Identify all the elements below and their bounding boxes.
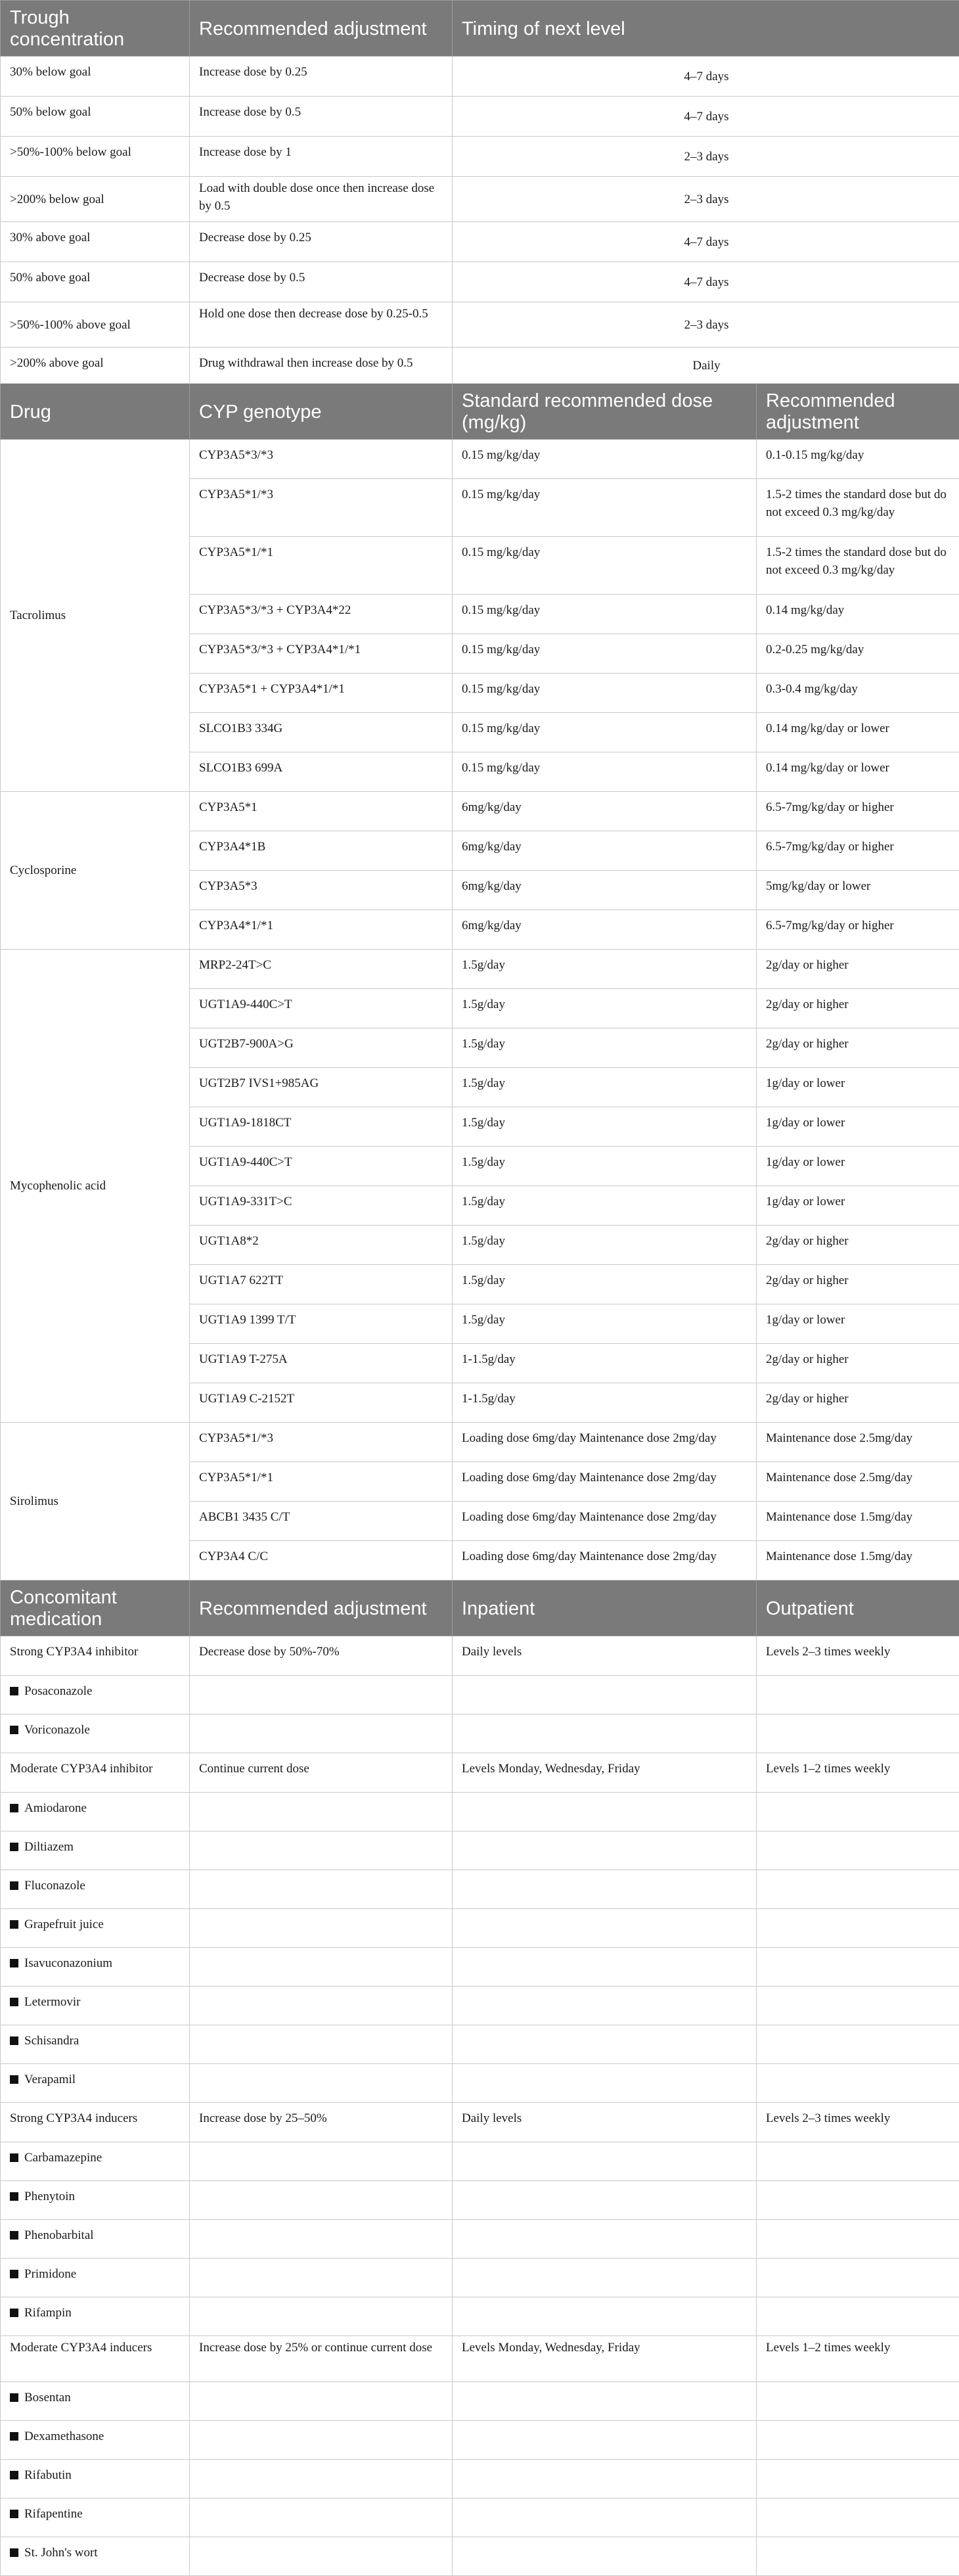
drug-name: Cyclosporine — [1, 792, 190, 950]
standard-dose: 1.5g/day — [453, 1068, 757, 1107]
cyp-genotype: UGT1A9-1818CT — [190, 1107, 453, 1147]
drug-name: Mycophenolic acid — [1, 950, 190, 1423]
medication-category: Strong CYP3A4 inducers — [1, 2103, 190, 2142]
empty-cell — [453, 2537, 757, 2576]
recommended-adjustment: Hold one dose then decrease dose by 0.25-0.5 — [190, 302, 453, 348]
medication-item — [1, 1987, 190, 2025]
standard-dose: 1.5g/day — [453, 1304, 757, 1344]
medication-category-row — [1, 2103, 959, 2142]
cyp-genotype: UGT1A9 C-2152T — [190, 1383, 453, 1423]
inpatient-monitoring: Levels Monday, Wednesday, Friday — [453, 1753, 757, 1793]
empty-cell — [190, 1793, 453, 1831]
genotype-adjustment: 1.5-2 times the standard dose but do not exceed 0.3 mg/kg/day — [757, 479, 959, 537]
medication-item-row — [1, 1987, 959, 2025]
standard-dose: 6mg/kg/day — [453, 792, 757, 831]
cyp-genotype: UGT2B7 IVS1+985AG — [190, 1068, 453, 1107]
column-header: Standard recommended dose (mg/kg) — [453, 384, 757, 440]
empty-cell — [757, 2259, 959, 2297]
genotype-adjustment: 0.3-0.4 mg/kg/day — [757, 674, 959, 713]
empty-cell — [453, 1948, 757, 1987]
timing-next-level: Daily — [453, 348, 959, 384]
genotype-adjustment: 6.5-7mg/kg/day or higher — [757, 910, 959, 950]
column-header: CYP genotype — [190, 384, 453, 440]
outpatient-monitoring: Levels 1–2 times weekly — [757, 2336, 959, 2382]
bullet-square-icon — [10, 1998, 18, 2006]
medication-item-row — [1, 2181, 959, 2220]
medication-name: Rifabutin — [24, 2468, 72, 2482]
genotype-adjustment: 0.14 mg/kg/day — [757, 595, 959, 634]
empty-cell — [757, 2460, 959, 2498]
cyp-genotype: UGT1A9 1399 T/T — [190, 1304, 453, 1344]
genotype-adjustment: 6.5-7mg/kg/day or higher — [757, 831, 959, 871]
trough-concentration: 30% below goal — [1, 57, 190, 97]
medication-item — [1, 2064, 190, 2103]
empty-cell — [190, 2460, 453, 2498]
bullet-square-icon — [10, 1843, 18, 1851]
empty-cell — [453, 1676, 757, 1714]
empty-cell — [757, 2421, 959, 2460]
medication-category: Moderate CYP3A4 inducers — [1, 2336, 190, 2382]
column-header: Timing of next level — [453, 1, 959, 57]
medication-item — [1, 2181, 190, 2220]
medication-item — [1, 1676, 190, 1714]
genotype-adjustment: 1.5-2 times the standard dose but do not exceed 0.3 mg/kg/day — [757, 537, 959, 595]
genotype-adjustment: 0.1-0.15 mg/kg/day — [757, 440, 959, 479]
medication-item-row — [1, 2259, 959, 2297]
empty-cell — [757, 1870, 959, 1909]
trough-concentration: 50% below goal — [1, 97, 190, 137]
empty-cell — [453, 2498, 757, 2537]
cyp-genotype: UGT1A9-331T>C — [190, 1186, 453, 1226]
table1-row — [1, 97, 959, 137]
standard-dose: 1.5g/day — [453, 1186, 757, 1226]
recommended-adjustment: Drug withdrawal then increase dose by 0.5 — [190, 348, 453, 384]
genotype-adjustment: 1g/day or lower — [757, 1107, 959, 1147]
medication-item — [1, 1831, 190, 1870]
medication-item-row — [1, 1948, 959, 1987]
medication-name: Diltiazem — [24, 1840, 74, 1854]
timing-next-level: 4–7 days — [453, 222, 959, 262]
table2-row — [1, 1423, 959, 1462]
medication-name: Fluconazole — [24, 1879, 85, 1893]
standard-dose: 0.15 mg/kg/day — [453, 713, 757, 752]
standard-dose: 0.15 mg/kg/day — [453, 440, 757, 479]
medication-category-row — [1, 1753, 959, 1793]
genotype-adjustment: 1g/day or lower — [757, 1186, 959, 1226]
table2-header-row — [1, 384, 959, 440]
cyp-genotype: MRP2-24T>C — [190, 950, 453, 989]
standard-dose: 6mg/kg/day — [453, 831, 757, 871]
cyp-genotype: CYP3A5*3 — [190, 871, 453, 910]
trough-concentration: 30% above goal — [1, 222, 190, 262]
outpatient-monitoring: Levels 2–3 times weekly — [757, 2103, 959, 2142]
table1-row — [1, 177, 959, 222]
medication-name: Grapefruit juice — [24, 1918, 104, 1931]
column-header: Concomitant medication — [1, 1580, 190, 1636]
timing-next-level: 4–7 days — [453, 57, 959, 97]
bullet-square-icon — [10, 2309, 18, 2317]
medication-item-row — [1, 2537, 959, 2576]
table1-header-row — [1, 1, 959, 57]
standard-dose: 1-1.5g/day — [453, 1383, 757, 1423]
recommended-adjustment: Decrease dose by 0.25 — [190, 222, 453, 262]
empty-cell — [453, 1909, 757, 1948]
cyp-genotype: CYP3A5*1/*1 — [190, 537, 453, 595]
empty-cell — [757, 2142, 959, 2181]
table-body — [1, 1, 959, 2576]
cyp-genotype: CYP3A5*1/*1 — [190, 1462, 453, 1502]
bullet-square-icon — [10, 2471, 18, 2479]
timing-next-level: 2–3 days — [453, 177, 959, 222]
medication-item — [1, 1870, 190, 1909]
table3-header-row — [1, 1580, 959, 1636]
medication-item — [1, 1714, 190, 1753]
drug-name: Tacrolimus — [1, 440, 190, 792]
cyp-genotype: UGT1A9-440C>T — [190, 1147, 453, 1186]
cyp-genotype: ABCB1 3435 C/T — [190, 1502, 453, 1541]
category-adjustment: Continue current dose — [190, 1753, 453, 1793]
empty-cell — [190, 2537, 453, 2576]
standard-dose: Loading dose 6mg/day Maintenance dose 2mg/day — [453, 1541, 757, 1580]
empty-cell — [757, 2537, 959, 2576]
medication-name: Rifampin — [24, 2306, 72, 2320]
empty-cell — [453, 2142, 757, 2181]
empty-cell — [190, 2064, 453, 2103]
empty-cell — [453, 2460, 757, 2498]
column-header: Recommended adjustment — [757, 384, 959, 440]
genotype-adjustment: 0.2-0.25 mg/kg/day — [757, 634, 959, 674]
cyp-genotype: CYP3A5*3/*3 — [190, 440, 453, 479]
standard-dose: 1.5g/day — [453, 1107, 757, 1147]
medication-name: Voriconazole — [24, 1723, 90, 1737]
cyp-genotype: CYP3A5*1 + CYP3A4*1/*1 — [190, 674, 453, 713]
medication-name: St. John's wort — [24, 2546, 98, 2560]
empty-cell — [453, 2297, 757, 2336]
medication-item-row — [1, 2382, 959, 2421]
genotype-adjustment: 2g/day or higher — [757, 989, 959, 1028]
medication-item — [1, 2537, 190, 2576]
medication-category-row — [1, 1636, 959, 1676]
medication-item — [1, 1948, 190, 1987]
medication-item-row — [1, 2142, 959, 2181]
column-header: Trough concentration — [1, 1, 190, 57]
medication-item-row — [1, 1870, 959, 1909]
genotype-adjustment: 2g/day or higher — [757, 1344, 959, 1383]
bullet-square-icon — [10, 1920, 18, 1929]
empty-cell — [757, 2382, 959, 2421]
empty-cell — [757, 2064, 959, 2103]
column-header: Recommended adjustment — [190, 1, 453, 57]
trough-concentration: >50%-100% above goal — [1, 302, 190, 348]
medication-item-row — [1, 2498, 959, 2537]
empty-cell — [757, 2025, 959, 2064]
bullet-square-icon — [10, 2510, 18, 2518]
medication-item-row — [1, 2421, 959, 2460]
bullet-square-icon — [10, 2270, 18, 2278]
genotype-adjustment: Maintenance dose 2.5mg/day — [757, 1423, 959, 1462]
genotype-adjustment: Maintenance dose 1.5mg/day — [757, 1502, 959, 1541]
inpatient-monitoring: Levels Monday, Wednesday, Friday — [453, 2336, 757, 2382]
timing-next-level: 4–7 days — [453, 262, 959, 302]
medication-item — [1, 1909, 190, 1948]
empty-cell — [190, 1909, 453, 1948]
cyp-genotype: UGT1A9-440C>T — [190, 989, 453, 1028]
bullet-square-icon — [10, 2548, 18, 2557]
empty-cell — [757, 1909, 959, 1948]
genotype-adjustment: 2g/day or higher — [757, 1028, 959, 1068]
cyp-genotype: CYP3A5*1/*3 — [190, 479, 453, 537]
cyp-genotype: SLCO1B3 334G — [190, 713, 453, 752]
bullet-square-icon — [10, 1959, 18, 1967]
outpatient-monitoring: Levels 1–2 times weekly — [757, 1753, 959, 1793]
empty-cell — [757, 2220, 959, 2259]
medication-item — [1, 2025, 190, 2064]
genotype-adjustment: 1g/day or lower — [757, 1147, 959, 1186]
cyp-genotype: UGT1A7 622TT — [190, 1265, 453, 1304]
column-header: Recommended adjustment — [190, 1580, 453, 1636]
bullet-square-icon — [10, 1687, 18, 1695]
genotype-adjustment: 0.14 mg/kg/day or lower — [757, 752, 959, 792]
timing-next-level: 4–7 days — [453, 97, 959, 137]
empty-cell — [190, 1676, 453, 1714]
empty-cell — [190, 1948, 453, 1987]
empty-cell — [190, 2259, 453, 2297]
table2-row — [1, 792, 959, 831]
cyp-genotype: CYP3A4*1/*1 — [190, 910, 453, 950]
empty-cell — [190, 2142, 453, 2181]
medication-name: Carbamazepine — [24, 2151, 102, 2165]
standard-dose: 1.5g/day — [453, 989, 757, 1028]
recommended-adjustment: Load with double dose once then increase dose by 0.5 — [190, 177, 453, 222]
table2-row — [1, 950, 959, 989]
empty-cell — [453, 2181, 757, 2220]
empty-cell — [757, 2498, 959, 2537]
medication-item-row — [1, 2025, 959, 2064]
category-adjustment: Increase dose by 25–50% — [190, 2103, 453, 2142]
genotype-adjustment: 5mg/kg/day or lower — [757, 871, 959, 910]
bullet-square-icon — [10, 2231, 18, 2240]
drug-name: Sirolimus — [1, 1423, 190, 1580]
column-header: Outpatient — [757, 1580, 959, 1636]
empty-cell — [453, 2259, 757, 2297]
recommended-adjustment: Increase dose by 1 — [190, 137, 453, 177]
empty-cell — [757, 1987, 959, 2025]
medication-name: Amiodarone — [24, 1801, 87, 1815]
medication-item — [1, 2460, 190, 2498]
cyp-genotype: SLCO1B3 699A — [190, 752, 453, 792]
medication-name: Letermovir — [24, 1995, 80, 2009]
genotype-adjustment: Maintenance dose 1.5mg/day — [757, 1541, 959, 1580]
medication-item — [1, 2297, 190, 2336]
empty-cell — [190, 2025, 453, 2064]
genotype-adjustment: 2g/day or higher — [757, 1226, 959, 1265]
empty-cell — [190, 2220, 453, 2259]
recommended-adjustment: Increase dose by 0.5 — [190, 97, 453, 137]
empty-cell — [190, 1831, 453, 1870]
empty-cell — [453, 1714, 757, 1753]
standard-dose: 1.5g/day — [453, 1147, 757, 1186]
empty-cell — [453, 2220, 757, 2259]
medication-item — [1, 2498, 190, 2537]
empty-cell — [453, 1793, 757, 1831]
standard-dose: 6mg/kg/day — [453, 910, 757, 950]
medication-item — [1, 2421, 190, 2460]
standard-dose: Loading dose 6mg/day Maintenance dose 2mg/day — [453, 1502, 757, 1541]
table1-row — [1, 222, 959, 262]
standard-dose: 0.15 mg/kg/day — [453, 479, 757, 537]
empty-cell — [190, 1714, 453, 1753]
bullet-square-icon — [10, 2075, 18, 2084]
bullet-square-icon — [10, 2432, 18, 2441]
empty-cell — [453, 2421, 757, 2460]
standard-dose: 1.5g/day — [453, 1028, 757, 1068]
column-header: Drug — [1, 384, 190, 440]
column-header: Inpatient — [453, 1580, 757, 1636]
empty-cell — [190, 2421, 453, 2460]
empty-cell — [190, 2181, 453, 2220]
table1-row — [1, 57, 959, 97]
medication-name: Posaconazole — [24, 1684, 92, 1698]
empty-cell — [757, 1948, 959, 1987]
cyp-genotype: CYP3A5*3/*3 + CYP3A4*1/*1 — [190, 634, 453, 674]
bullet-square-icon — [10, 1881, 18, 1890]
recommended-adjustment: Decrease dose by 0.5 — [190, 262, 453, 302]
standard-dose: 1.5g/day — [453, 1265, 757, 1304]
standard-dose: 0.15 mg/kg/day — [453, 674, 757, 713]
standard-dose: 6mg/kg/day — [453, 871, 757, 910]
recommended-adjustment: Increase dose by 0.25 — [190, 57, 453, 97]
trough-concentration: 50% above goal — [1, 262, 190, 302]
bullet-square-icon — [10, 2153, 18, 2162]
standard-dose: 0.15 mg/kg/day — [453, 537, 757, 595]
medication-name: Phenobarbital — [24, 2228, 94, 2242]
outpatient-monitoring: Levels 2–3 times weekly — [757, 1636, 959, 1676]
cyp-genotype: UGT2B7-900A>G — [190, 1028, 453, 1068]
bullet-square-icon — [10, 1804, 18, 1812]
bullet-square-icon — [10, 2036, 18, 2045]
medication-name: Schisandra — [24, 2034, 79, 2048]
cyp-genotype: CYP3A4*1B — [190, 831, 453, 871]
medication-category-row — [1, 2336, 959, 2382]
trough-concentration: >200% below goal — [1, 177, 190, 222]
medication-name: Verapamil — [24, 2073, 76, 2086]
genotype-adjustment: 2g/day or higher — [757, 950, 959, 989]
standard-dose: Loading dose 6mg/day Maintenance dose 2mg/day — [453, 1423, 757, 1462]
empty-cell — [757, 1676, 959, 1714]
inpatient-monitoring: Daily levels — [453, 1636, 757, 1676]
medication-item-row — [1, 1909, 959, 1948]
genotype-adjustment: Maintenance dose 2.5mg/day — [757, 1462, 959, 1502]
table1-row — [1, 302, 959, 348]
medication-item-row — [1, 2460, 959, 2498]
empty-cell — [453, 1987, 757, 2025]
empty-cell — [757, 1793, 959, 1831]
category-adjustment: Increase dose by 25% or continue current dose — [190, 2336, 453, 2382]
medication-category: Strong CYP3A4 inhibitor — [1, 1636, 190, 1676]
medication-item — [1, 1793, 190, 1831]
medication-item-row — [1, 1714, 959, 1753]
trough-concentration: >200% above goal — [1, 348, 190, 384]
medication-item-row — [1, 1793, 959, 1831]
empty-cell — [190, 1987, 453, 2025]
empty-cell — [757, 1831, 959, 1870]
empty-cell — [190, 1870, 453, 1909]
medication-item — [1, 2382, 190, 2421]
empty-cell — [190, 2498, 453, 2537]
empty-cell — [757, 2297, 959, 2336]
table1-row — [1, 137, 959, 177]
standard-dose: 0.15 mg/kg/day — [453, 595, 757, 634]
genotype-adjustment: 6.5-7mg/kg/day or higher — [757, 792, 959, 831]
category-adjustment: Decrease dose by 50%-70% — [190, 1636, 453, 1676]
standard-dose: 1-1.5g/day — [453, 1344, 757, 1383]
cyp-genotype: CYP3A5*1 — [190, 792, 453, 831]
medication-name: Dexamethasone — [24, 2429, 104, 2443]
cyp-genotype: CYP3A5*3/*3 + CYP3A4*22 — [190, 595, 453, 634]
trough-concentration: >50%-100% below goal — [1, 137, 190, 177]
genotype-adjustment: 1g/day or lower — [757, 1068, 959, 1107]
medication-name: Isavuconazonium — [24, 1956, 112, 1970]
empty-cell — [190, 2382, 453, 2421]
medication-category: Moderate CYP3A4 inhibitor — [1, 1753, 190, 1793]
medication-item-row — [1, 2297, 959, 2336]
empty-cell — [453, 1831, 757, 1870]
genotype-adjustment: 2g/day or higher — [757, 1265, 959, 1304]
standard-dose: Loading dose 6mg/day Maintenance dose 2mg/day — [453, 1462, 757, 1502]
table1-row — [1, 348, 959, 384]
table1-row — [1, 262, 959, 302]
cyp-genotype: CYP3A5*1/*3 — [190, 1423, 453, 1462]
medication-name: Phenytoin — [24, 2190, 75, 2203]
empty-cell — [453, 2382, 757, 2421]
standard-dose: 1.5g/day — [453, 950, 757, 989]
genotype-adjustment: 1g/day or lower — [757, 1304, 959, 1344]
genotype-adjustment: 0.14 mg/kg/day or lower — [757, 713, 959, 752]
timing-next-level: 2–3 days — [453, 137, 959, 177]
medication-name: Primidone — [24, 2267, 76, 2281]
medication-name: Bosentan — [24, 2391, 71, 2404]
medication-item — [1, 2142, 190, 2181]
medication-item — [1, 2220, 190, 2259]
inpatient-monitoring: Daily levels — [453, 2103, 757, 2142]
standard-dose: 1.5g/day — [453, 1226, 757, 1265]
empty-cell — [757, 1714, 959, 1753]
empty-cell — [453, 1870, 757, 1909]
medication-item — [1, 2259, 190, 2297]
cyp-genotype: UGT1A8*2 — [190, 1226, 453, 1265]
medication-item-row — [1, 2220, 959, 2259]
standard-dose: 0.15 mg/kg/day — [453, 752, 757, 792]
bullet-square-icon — [10, 1726, 18, 1734]
medication-item-row — [1, 2064, 959, 2103]
empty-cell — [453, 2064, 757, 2103]
empty-cell — [757, 2181, 959, 2220]
empty-cell — [190, 2297, 453, 2336]
cyp-genotype: UGT1A9 T-275A — [190, 1344, 453, 1383]
cyp-genotype: CYP3A4 C/C — [190, 1541, 453, 1580]
standard-dose: 0.15 mg/kg/day — [453, 634, 757, 674]
medication-name: Rifapentine — [24, 2507, 83, 2521]
medication-item-row — [1, 1676, 959, 1714]
timing-next-level: 2–3 days — [453, 302, 959, 348]
empty-cell — [453, 2025, 757, 2064]
genotype-adjustment: 2g/day or higher — [757, 1383, 959, 1423]
table2-row — [1, 440, 959, 479]
bullet-square-icon — [10, 2192, 18, 2201]
bullet-square-icon — [10, 2393, 18, 2402]
medication-item-row — [1, 1831, 959, 1870]
